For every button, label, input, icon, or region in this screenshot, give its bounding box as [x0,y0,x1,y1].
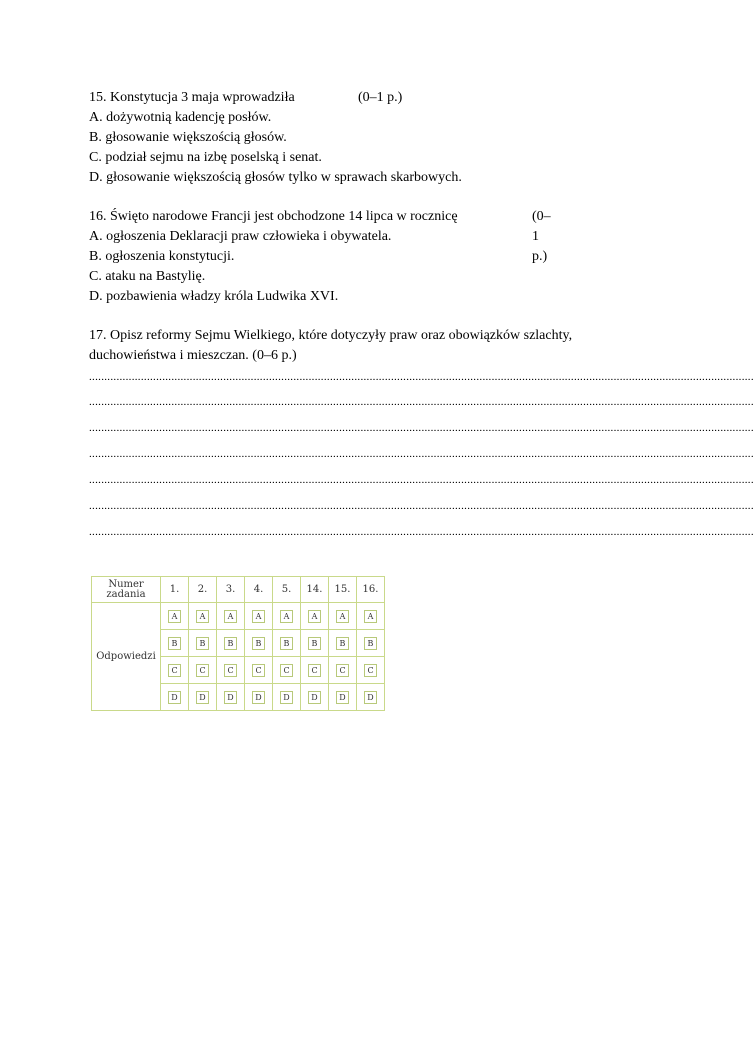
answer-cell[interactable] [273,603,301,630]
answer-grid [91,576,385,711]
answer-cell[interactable] [273,684,301,711]
option-c-box[interactable]: C [168,664,181,677]
answer-line[interactable]: .......................................................................................................................................................................................................................... [89,474,754,486]
option-b-box[interactable]: B [364,637,377,650]
option-c-box[interactable]: C [224,664,237,677]
answer-line[interactable]: .......................................................................................................................................................................................................................... [89,500,754,512]
answer-cell[interactable] [273,630,301,657]
option-c-box[interactable]: C [364,664,377,677]
option-b-box[interactable]: B [308,637,321,650]
answer-cell[interactable] [245,657,273,684]
task-number-header [92,577,161,603]
answer-cell[interactable] [161,657,189,684]
answer-cell[interactable] [357,657,385,684]
question-17-text-line-2: duchowieństwa i mieszczan. (0–6 p.) [89,348,297,363]
option-d-box[interactable]: D [364,691,377,704]
answer-cell[interactable] [329,630,357,657]
answer-cell[interactable] [329,603,357,630]
answer-cell[interactable] [357,603,385,630]
task-number: 1. [161,577,189,603]
question-16-points: (0–1 p.) [532,209,551,264]
question-16-option-d: D. pozbawienia władzy króla Ludwika XVI. [89,289,339,304]
task-number-header-line-1: Numer [108,578,144,590]
option-a-box[interactable]: A [224,610,237,623]
option-a-box[interactable]: A [252,610,265,623]
question-16-option-c: C. ataku na Bastylię. [89,269,206,284]
answer-cell[interactable] [273,657,301,684]
task-number: 5. [273,577,301,603]
option-c-box[interactable]: C [308,664,321,677]
answer-cell[interactable] [217,684,245,711]
answer-cell[interactable] [189,630,217,657]
question-16-text: 16. Święto narodowe Francji jest obchodzone 14 lipca w rocznicę [89,209,458,224]
answer-grid-header-row [92,577,385,603]
option-a-box[interactable]: A [336,610,349,623]
answer-cell[interactable] [217,630,245,657]
task-number: 4. [245,577,273,603]
answer-line[interactable]: .......................................................................................................................................................................................................................... [89,526,754,538]
question-15-points: (0–1 p.) [358,90,403,105]
answer-line[interactable]: .......................................................................................................................................................................................................................... [89,448,754,460]
question-15-option-d: D. głosowanie większością głosów tylko w sprawach skarbowych. [89,170,462,185]
option-b-box[interactable]: B [224,637,237,650]
answer-cell[interactable] [301,657,329,684]
option-c-box[interactable]: C [252,664,265,677]
option-a-box[interactable]: A [168,610,181,623]
question-17 [89,326,572,366]
task-number: 16. [357,577,385,603]
answer-cell[interactable] [301,603,329,630]
task-number-header-line-2: zadania [106,588,146,600]
option-d-box[interactable]: D [336,691,349,704]
answer-cell[interactable] [189,603,217,630]
answer-cell[interactable] [329,657,357,684]
answers-row-label: Odpowiedzi [92,603,161,711]
option-d-box[interactable]: D [224,691,237,704]
task-number: 3. [217,577,245,603]
answer-line[interactable]: .......................................................................................................................................................................................................................... [89,371,754,383]
answer-cell[interactable] [217,657,245,684]
question-16-option-a: A. ogłoszenia Deklaracji praw człowieka i obywatela. [89,229,392,244]
option-d-box[interactable]: D [252,691,265,704]
question-15-option-a: A. dożywotnią kadencję posłów. [89,110,272,125]
task-number: 14. [301,577,329,603]
option-b-box[interactable]: B [168,637,181,650]
answer-cell[interactable] [161,684,189,711]
option-a-box[interactable]: A [308,610,321,623]
question-17-text-line-1: 17. Opisz reformy Sejmu Wielkiego, które dotyczyły praw oraz obowiązków szlachty, [89,328,573,343]
question-15 [89,88,462,188]
answer-cell[interactable] [357,630,385,657]
option-d-box[interactable]: D [168,691,181,704]
question-15-option-b: B. głosowanie większością głosów. [89,130,287,145]
question-16 [89,207,551,307]
answer-cell[interactable] [329,684,357,711]
option-d-box[interactable]: D [196,691,209,704]
option-b-box[interactable]: B [280,637,293,650]
question-16-option-b: B. ogłoszenia konstytucji. [89,249,235,264]
answer-cell[interactable] [245,630,273,657]
option-a-box[interactable]: A [364,610,377,623]
answer-cell[interactable] [161,603,189,630]
answer-line[interactable]: .......................................................................................................................................................................................................................... [89,422,754,434]
option-d-box[interactable]: D [280,691,293,704]
answer-cell[interactable] [245,603,273,630]
question-15-option-c: C. podział sejmu na izbę poselską i senat. [89,150,322,165]
option-b-box[interactable]: B [196,637,209,650]
option-c-box[interactable]: C [196,664,209,677]
answer-cell[interactable] [245,684,273,711]
option-a-box[interactable]: A [280,610,293,623]
task-number: 15. [329,577,357,603]
answer-line[interactable]: .......................................................................................................................................................................................................................... [89,396,754,408]
option-c-box[interactable]: C [336,664,349,677]
answer-cell[interactable] [189,684,217,711]
answer-cell[interactable] [357,684,385,711]
option-b-box[interactable]: B [252,637,265,650]
answer-cell[interactable] [301,630,329,657]
task-number: 2. [189,577,217,603]
answer-cell[interactable] [161,630,189,657]
answer-cell[interactable] [301,684,329,711]
answer-row-a [92,603,385,630]
option-b-box[interactable]: B [336,637,349,650]
answer-cell[interactable] [189,657,217,684]
option-d-box[interactable]: D [308,691,321,704]
option-c-box[interactable]: C [280,664,293,677]
option-a-box[interactable]: A [196,610,209,623]
question-15-text: 15. Konstytucja 3 maja wprowadziła [89,90,295,105]
answer-cell[interactable] [217,603,245,630]
